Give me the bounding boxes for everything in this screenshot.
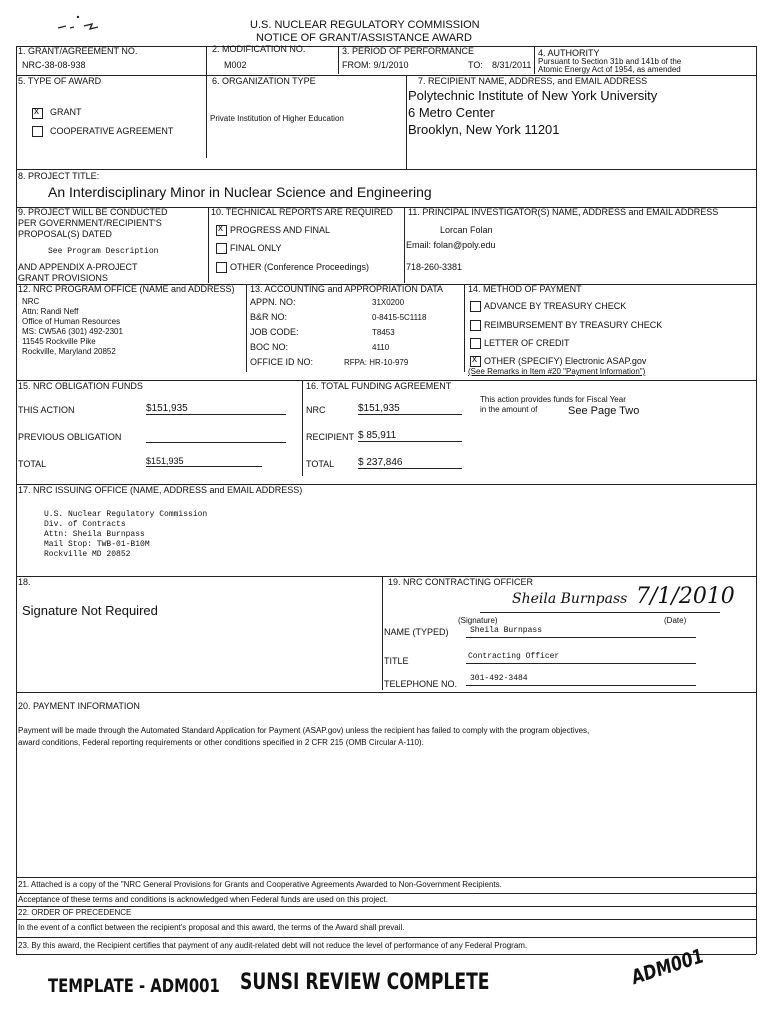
officer-title: Contracting Officer [468,652,560,661]
general-provisions-text: 21. Attached is a copy of the "NRC General Provisions for Grants and Cooperative Agreements Awarded to Non-Government Recipients. [18,880,502,889]
fiscal-year-text-2: in the amount of [480,405,538,414]
signature-caption: (Signature) [458,616,498,625]
period-label: 3. PERIOD OF PERFORMANCE [342,46,475,56]
conducted-value: See Program Description [48,247,159,256]
advance-check-label: ADVANCE BY TREASURY CHECK [484,301,627,311]
authority-value-2: Atomic Energy Act of 1954, as amended [538,65,681,74]
accounting-value: 31X0200 [372,298,405,307]
officer-phone-label: TELEPHONE NO. [384,679,458,689]
authority-value-1: Pursuant to Section 31b and 141b of the [538,57,682,66]
grant-label: GRANT [50,107,82,117]
program-office-line: Rockville, Maryland 20852 [22,347,116,356]
modification-value: M002 [224,60,247,70]
accounting-value: 4110 [372,343,390,352]
issuing-office-line: Rockville MD 20852 [44,550,131,559]
officer-title-label: TITLE [384,656,409,666]
advance-check-checkbox[interactable] [470,301,481,312]
acceptance-text: Acceptance of these terms and conditions is acknowledged when Federal funds are used on this project. [18,895,388,904]
pi-email: Email: folan@poly.edu [406,240,496,250]
org-type-value: Private Institution of Higher Education [210,114,344,123]
accounting-value: RFPA: HR-10-979 [344,358,409,367]
accounting-key: OFFICE ID NO: [250,357,313,367]
letter-credit-label: LETTER OF CREDIT [484,338,570,348]
date-caption: (Date) [664,616,687,625]
authority-label: 4. AUTHORITY [538,48,600,58]
recipient-address-2: Brooklyn, New York 11201 [408,122,560,137]
agency-logo [48,14,108,34]
period-to-label: TO: [468,60,483,70]
award-type-label: 5. TYPE OF AWARD [18,76,102,86]
accounting-value: T8453 [372,328,395,337]
progress-final-checkbox[interactable] [216,225,227,236]
total-funding-total-label: TOTAL [306,459,335,469]
recipient-funding-label: RECIPIENT [306,432,355,442]
see-page-two: See Page Two [568,405,640,417]
recipient-address-1: 6 Metro Center [408,105,495,120]
conducted-label-1: 9. PROJECT WILL BE CONDUCTED [18,207,168,217]
accounting-key: APPN. NO: [250,297,296,307]
payment-info-label: 20. PAYMENT INFORMATION [18,701,140,711]
payment-info-text-2: award conditions, Federal reporting requirements or other conditions specified in 2 CFR 215 (OMB Circular A-110). [18,738,424,747]
officer-name: Sheila Burnpass [470,626,543,635]
other-payment-checkbox[interactable] [470,356,481,367]
grant-no-value: NRC-38-08-938 [22,60,86,70]
conducted-label-3: PROPOSAL(S) DATED [18,229,112,239]
period-from: FROM: 9/1/2010 [342,60,409,70]
final-only-checkbox[interactable] [216,243,227,254]
obligation-total-value: $151,935 [146,457,262,467]
signature-date: 7/1/2010 [636,584,735,609]
officer-phone: 301-492-3484 [470,674,528,683]
program-office-line: MS: CW5A6 (301) 492-2301 [22,327,123,336]
pi-label: 11. PRINCIPAL INVESTIGATOR(S) NAME, ADDRESS and EMAIL ADDRESS [408,207,719,217]
cooperative-agreement-checkbox[interactable] [32,126,43,137]
org-type-label: 6. ORGANIZATION TYPE [212,76,316,86]
other-payment-label: OTHER (SPECIFY) Electronic ASAP.gov [484,356,647,366]
program-office-line: Attn: Randi Neff [22,307,79,316]
accounting-label: 13. ACCOUNTING and APPROPRIATION DATA [250,284,444,294]
period-to: 8/31/2011 [492,60,532,70]
reimbursement-checkbox[interactable] [470,320,481,331]
accounting-key: JOB CODE: [250,327,299,337]
obligation-label: 15. NRC OBLIGATION FUNDS [18,381,143,391]
program-office-line: Office of Human Resources [22,317,121,326]
cooperative-agreement-label: COOPERATIVE AGREEMENT [50,126,174,136]
recipient-funding-value: $ 85,911 [358,431,462,442]
program-office-line: NRC [22,297,40,306]
precedence-label: 22. ORDER OF PRECEDENCE [18,908,132,917]
template-stamp: TEMPLATE - ADM001 [48,975,220,997]
issuing-office-line: U.S. Nuclear Regulatory Commission [44,510,208,519]
contracting-officer-label: 19. NRC CONTRACTING OFFICER [388,577,534,587]
conducted-label-5: GRANT PROVISIONS [18,273,108,283]
audit-debt-text: 23. By this award, the Recipient certifies that payment of any audit-related debt will not reduce the level of performance of any Federal Program. [18,941,528,950]
grant-checkbox[interactable] [32,108,43,119]
obligation-total-label: TOTAL [18,459,47,469]
agency-title: U.S. NUCLEAR REGULATORY COMMISSION [250,19,480,31]
other-reports-checkbox[interactable] [216,262,227,273]
precedence-text: In the event of a conflict between the recipient's proposal and this award, the terms of the Award shall prevail. [18,923,405,932]
accounting-key: BOC NO: [250,342,289,352]
sunsi-review-stamp: SUNSI REVIEW COMPLETE [240,970,490,995]
issuing-office-line: Mail Stop: TWB-01-B10M [44,540,150,549]
reimbursement-label: REIMBURSEMENT BY TREASURY CHECK [484,320,663,330]
signature-not-required: Signature Not Required [22,603,158,618]
conducted-label-2: PER GOVERNMENT/RECIPIENT'S [18,218,162,228]
payment-method-label: 14. METHOD OF PAYMENT [468,284,582,294]
issuing-office-label: 17. NRC ISSUING OFFICE (NAME, ADDRESS and EMAIL ADDRESS) [18,485,303,495]
recipient-name: Polytechnic Institute of New York University [408,88,658,103]
issuing-office-line: Attn: Sheila Burnpass [44,530,145,539]
payment-info-text-1: Payment will be made through the Automated Standard Application for Payment (ASAP.gov) unless the recipient has failed to comply with the program objectives, [18,726,590,735]
other-reports-label: OTHER (Conference Proceedings) [230,262,370,272]
program-office-line: 11545 Rockville Pike [22,337,96,346]
nrc-funding-value: $151,935 [358,404,462,415]
grant-no-label: 1. GRANT/AGREEMENT NO. [18,46,138,56]
pi-phone: 718-260-3381 [406,262,463,272]
final-only-label: FINAL ONLY [230,243,282,253]
issuing-office-line: Div. of Contracts [44,520,126,529]
box18-label: 18. [18,577,31,587]
program-office-label: 12. NRC PROGRAM OFFICE (NAME and ADDRESS) [18,284,235,294]
pi-name: Lorcan Folan [440,225,493,235]
total-funding-label: 16. TOTAL FUNDING AGREEMENT [306,381,452,391]
officer-name-label: NAME (TYPED) [384,627,449,637]
accounting-key: B&R NO: [250,312,288,322]
form-title: NOTICE OF GRANT/ASSISTANCE AWARD [256,32,472,44]
modification-label: 2. MODIFICATION NO. [212,44,306,54]
adm-stamp: ADM001 [629,943,706,990]
accounting-value: 0-8415-5C1118 [372,313,427,322]
tech-reports-label: 10. TECHNICAL REPORTS ARE REQUIRED [211,207,393,217]
progress-final-label: PROGRESS AND FINAL [230,225,331,235]
recipient-label: 7. RECIPIENT NAME, ADDRESS, and EMAIL ADDRESS [418,76,648,86]
project-title-value: An Interdisciplinary Minor in Nuclear Science and Engineering [48,184,432,200]
project-title-label: 8. PROJECT TITLE: [18,171,100,181]
fiscal-year-text-1: This action provides funds for Fiscal Year [480,395,626,404]
payment-note: (See Remarks in Item #20 "Payment Information") [468,367,646,376]
total-funding-value: $ 237,846 [358,458,462,469]
previous-obligation-label: PREVIOUS OBLIGATION [18,432,122,442]
this-action-label: THIS ACTION [18,405,75,415]
nrc-funding-label: NRC [306,405,326,415]
conducted-label-4: AND APPENDIX A-PROJECT [18,262,138,272]
letter-credit-checkbox[interactable] [470,338,481,349]
officer-signature: Sheila Burnpass [512,591,628,607]
this-action-value: $151,935 [146,404,286,415]
